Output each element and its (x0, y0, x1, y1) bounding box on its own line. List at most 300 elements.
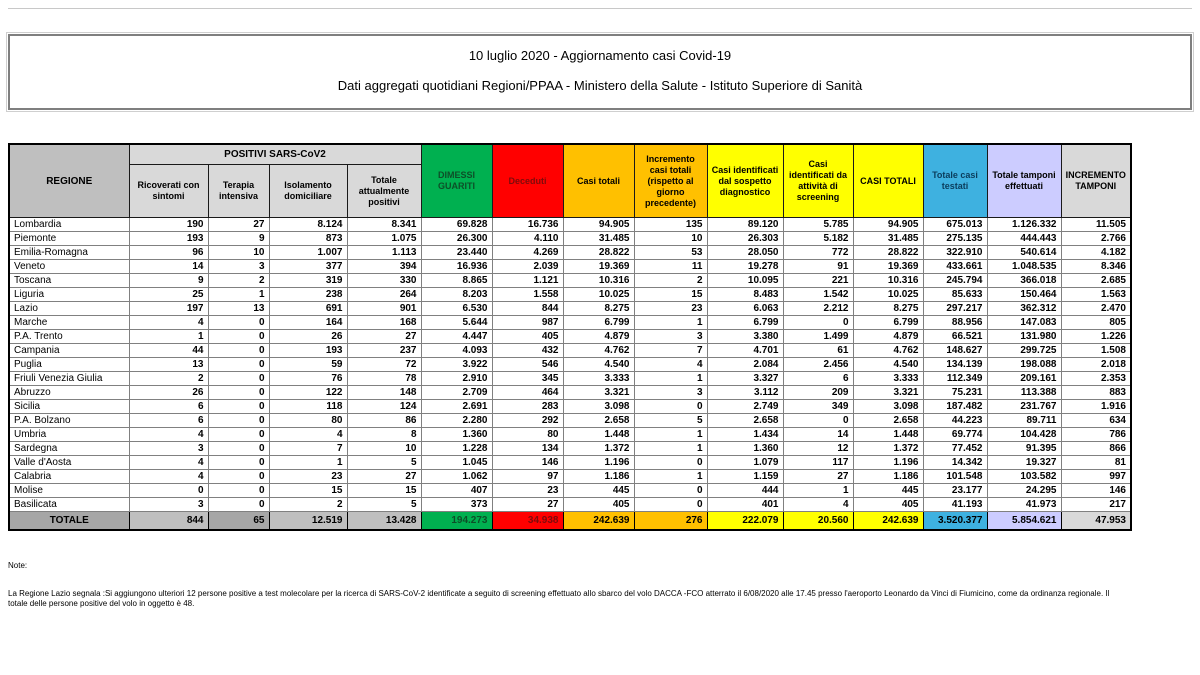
cell-totale_attualmente_positivi: 168 (347, 316, 421, 330)
cell-ricoverati_con_sintomi: 197 (129, 302, 208, 316)
table-row (9, 372, 1131, 386)
cell-totale_attualmente_positivi: 27 (347, 330, 421, 344)
total-deceduti: 34.938 (492, 512, 563, 531)
cell-incremento_casi_totali: 23 (634, 302, 707, 316)
cell-totale_casi_testati: 675.013 (923, 218, 987, 232)
cell-casi_totali_caps: 2.658 (853, 414, 923, 428)
header-deceduti: Deceduti (492, 144, 563, 218)
cell-ricoverati_con_sintomi: 25 (129, 288, 208, 302)
cell-incremento_casi_totali: 15 (634, 288, 707, 302)
cell-casi_sospetto_diagnostico: 1.079 (707, 456, 783, 470)
cell-totale_tamponi_effettuati: 150.464 (987, 288, 1061, 302)
region-name: Molise (9, 484, 129, 498)
cell-deceduti: 345 (492, 372, 563, 386)
table-row (9, 260, 1131, 274)
cell-totale_attualmente_positivi: 86 (347, 414, 421, 428)
cell-terapia_intensiva: 27 (208, 218, 269, 232)
note-lazio: La Regione Lazio segnala :Si aggiungono ulteriori 12 persone positive a test molecolare per la ricerca di SARS-CoV-2 identificate a seguito di screening effettuato allo sbarco del volo DACCA -FCO atterrato il 6/08/2020 alle 17.45 presso l'aeroporto Leonardo da Vinci di Fiumicino, come da ordinanza regionale. Il totale delle persone positive del volo in oggetto è 48. (8, 589, 1110, 608)
table-footer (9, 512, 1131, 531)
cell-isolamento_domiciliare: 23 (269, 470, 347, 484)
cell-casi_totali: 1.448 (563, 428, 634, 442)
cell-deceduti: 23 (492, 484, 563, 498)
cell-casi_totali: 8.275 (563, 302, 634, 316)
cell-incremento_tamponi: 805 (1061, 316, 1131, 330)
cell-incremento_casi_totali: 3 (634, 330, 707, 344)
cell-isolamento_domiciliare: 4 (269, 428, 347, 442)
cell-incremento_tamponi: 2.766 (1061, 232, 1131, 246)
cell-ricoverati_con_sintomi: 4 (129, 428, 208, 442)
region-name: Emilia-Romagna (9, 246, 129, 260)
cell-casi_totali: 10.316 (563, 274, 634, 288)
cell-dimessi_guariti: 4.447 (421, 330, 492, 344)
cell-casi_sospetto_diagnostico: 3.327 (707, 372, 783, 386)
cell-totale_tamponi_effettuati: 1.126.332 (987, 218, 1061, 232)
cell-isolamento_domiciliare: 76 (269, 372, 347, 386)
cell-casi_sospetto_diagnostico: 2.084 (707, 358, 783, 372)
cell-deceduti: 80 (492, 428, 563, 442)
cell-casi_totali_caps: 445 (853, 484, 923, 498)
cell-casi_totali_caps: 6.799 (853, 316, 923, 330)
table-row (9, 344, 1131, 358)
cell-casi_sospetto_diagnostico: 6.063 (707, 302, 783, 316)
cell-dimessi_guariti: 69.828 (421, 218, 492, 232)
cell-incremento_tamponi: 217 (1061, 498, 1131, 512)
cell-incremento_tamponi: 1.916 (1061, 400, 1131, 414)
cell-incremento_casi_totali: 1 (634, 428, 707, 442)
cell-isolamento_domiciliare: 118 (269, 400, 347, 414)
header-isolamento: Isolamento domiciliare (269, 165, 347, 218)
table-row (9, 218, 1131, 232)
cell-deceduti: 546 (492, 358, 563, 372)
cell-isolamento_domiciliare: 122 (269, 386, 347, 400)
total-casi_sospetto_diagnostico: 222.079 (707, 512, 783, 531)
cell-casi_totali: 4.540 (563, 358, 634, 372)
cell-incremento_tamponi: 1.563 (1061, 288, 1131, 302)
region-name: Veneto (9, 260, 129, 274)
cell-dimessi_guariti: 2.910 (421, 372, 492, 386)
cell-totale_attualmente_positivi: 330 (347, 274, 421, 288)
cell-terapia_intensiva: 0 (208, 400, 269, 414)
cell-casi_sospetto_diagnostico: 6.799 (707, 316, 783, 330)
cell-totale_casi_testati: 134.139 (923, 358, 987, 372)
cell-totale_casi_testati: 88.956 (923, 316, 987, 330)
cell-incremento_casi_totali: 1 (634, 372, 707, 386)
cell-casi_screening: 1 (783, 484, 853, 498)
region-name: P.A. Trento (9, 330, 129, 344)
cell-terapia_intensiva: 0 (208, 456, 269, 470)
cell-casi_totali: 405 (563, 498, 634, 512)
cell-terapia_intensiva: 0 (208, 316, 269, 330)
total-dimessi_guariti: 194.273 (421, 512, 492, 531)
region-name: P.A. Bolzano (9, 414, 129, 428)
cell-terapia_intensiva: 0 (208, 414, 269, 428)
cell-totale_tamponi_effettuati: 24.295 (987, 484, 1061, 498)
cell-isolamento_domiciliare: 26 (269, 330, 347, 344)
cell-totale_casi_testati: 14.342 (923, 456, 987, 470)
cell-casi_sospetto_diagnostico: 3.380 (707, 330, 783, 344)
cell-terapia_intensiva: 9 (208, 232, 269, 246)
cell-totale_tamponi_effettuati: 131.980 (987, 330, 1061, 344)
cell-casi_totali_caps: 3.333 (853, 372, 923, 386)
cell-totale_attualmente_positivi: 5 (347, 498, 421, 512)
cell-dimessi_guariti: 26.300 (421, 232, 492, 246)
cell-totale_attualmente_positivi: 1.113 (347, 246, 421, 260)
covid-table (8, 143, 1132, 531)
cell-casi_sospetto_diagnostico: 2.658 (707, 414, 783, 428)
cell-ricoverati_con_sintomi: 4 (129, 316, 208, 330)
cell-casi_totali_caps: 1.186 (853, 470, 923, 484)
cell-casi_sospetto_diagnostico: 8.483 (707, 288, 783, 302)
cell-casi_totali: 10.025 (563, 288, 634, 302)
header-incremento-casi: Incremento casi totali (rispetto al giorno precedente) (634, 144, 707, 218)
total-incremento_tamponi: 47.953 (1061, 512, 1131, 531)
cell-casi_totali_caps: 1.196 (853, 456, 923, 470)
cell-totale_tamponi_effettuati: 89.711 (987, 414, 1061, 428)
cell-totale_casi_testati: 297.217 (923, 302, 987, 316)
cell-isolamento_domiciliare: 80 (269, 414, 347, 428)
cell-casi_screening: 4 (783, 498, 853, 512)
cell-terapia_intensiva: 0 (208, 358, 269, 372)
cell-casi_totali: 4.879 (563, 330, 634, 344)
cell-isolamento_domiciliare: 377 (269, 260, 347, 274)
cell-casi_totali_caps: 4.879 (853, 330, 923, 344)
cell-isolamento_domiciliare: 8.124 (269, 218, 347, 232)
cell-terapia_intensiva: 2 (208, 274, 269, 288)
table-row (9, 232, 1131, 246)
table-body (9, 218, 1131, 512)
cell-incremento_casi_totali: 7 (634, 344, 707, 358)
cell-dimessi_guariti: 2.691 (421, 400, 492, 414)
cell-terapia_intensiva: 0 (208, 428, 269, 442)
cell-totale_casi_testati: 433.661 (923, 260, 987, 274)
cell-totale_tamponi_effettuati: 1.048.535 (987, 260, 1061, 274)
cell-totale_attualmente_positivi: 148 (347, 386, 421, 400)
notes-section (8, 561, 1130, 609)
cell-incremento_tamponi: 866 (1061, 442, 1131, 456)
cell-casi_screening: 5.182 (783, 232, 853, 246)
header-tamponi: Totale tamponi effettuati (987, 144, 1061, 218)
cell-casi_totali: 3.333 (563, 372, 634, 386)
table-row (9, 302, 1131, 316)
cell-totale_tamponi_effettuati: 299.725 (987, 344, 1061, 358)
table-row (9, 358, 1131, 372)
cell-totale_tamponi_effettuati: 19.327 (987, 456, 1061, 470)
cell-incremento_tamponi: 2.353 (1061, 372, 1131, 386)
cell-casi_sospetto_diagnostico: 3.112 (707, 386, 783, 400)
cell-ricoverati_con_sintomi: 14 (129, 260, 208, 274)
cell-terapia_intensiva: 0 (208, 386, 269, 400)
cell-incremento_tamponi: 883 (1061, 386, 1131, 400)
cell-totale_attualmente_positivi: 264 (347, 288, 421, 302)
cell-totale_attualmente_positivi: 237 (347, 344, 421, 358)
cell-casi_sospetto_diagnostico: 19.278 (707, 260, 783, 274)
cell-ricoverati_con_sintomi: 3 (129, 442, 208, 456)
cell-casi_screening: 61 (783, 344, 853, 358)
table-row (9, 246, 1131, 260)
header-dimessi-guariti: DIMESSI GUARITI (421, 144, 492, 218)
total-row (9, 512, 1131, 531)
cell-casi_totali: 3.321 (563, 386, 634, 400)
cell-totale_casi_testati: 245.794 (923, 274, 987, 288)
table-row (9, 484, 1131, 498)
header-regione: REGIONE (9, 144, 129, 218)
table-row (9, 442, 1131, 456)
cell-totale_attualmente_positivi: 72 (347, 358, 421, 372)
table-row (9, 274, 1131, 288)
cell-casi_sospetto_diagnostico: 401 (707, 498, 783, 512)
cell-totale_tamponi_effettuati: 41.973 (987, 498, 1061, 512)
cell-terapia_intensiva: 0 (208, 484, 269, 498)
cell-casi_screening: 12 (783, 442, 853, 456)
cell-incremento_tamponi: 2.685 (1061, 274, 1131, 288)
cell-incremento_casi_totali: 1 (634, 470, 707, 484)
cell-casi_totali_caps: 19.369 (853, 260, 923, 274)
cell-deceduti: 97 (492, 470, 563, 484)
cell-dimessi_guariti: 407 (421, 484, 492, 498)
region-name: Valle d'Aosta (9, 456, 129, 470)
cell-deceduti: 1.121 (492, 274, 563, 288)
cell-casi_screening: 91 (783, 260, 853, 274)
cell-casi_totali: 2.658 (563, 414, 634, 428)
header-casi-sospetto: Casi identificati dal sospetto diagnostico (707, 144, 783, 218)
cell-dimessi_guariti: 3.922 (421, 358, 492, 372)
cell-dimessi_guariti: 4.093 (421, 344, 492, 358)
cell-incremento_casi_totali: 4 (634, 358, 707, 372)
table-row (9, 386, 1131, 400)
cell-casi_screening: 6 (783, 372, 853, 386)
cell-casi_screening: 1.499 (783, 330, 853, 344)
cell-incremento_casi_totali: 5 (634, 414, 707, 428)
cell-totale_tamponi_effettuati: 444.443 (987, 232, 1061, 246)
cell-casi_screening: 0 (783, 414, 853, 428)
cell-casi_screening: 772 (783, 246, 853, 260)
cell-incremento_tamponi: 8.346 (1061, 260, 1131, 274)
header-terapia-intensiva: Terapia intensiva (208, 165, 269, 218)
cell-incremento_casi_totali: 3 (634, 386, 707, 400)
cell-isolamento_domiciliare: 873 (269, 232, 347, 246)
region-name: Basilicata (9, 498, 129, 512)
cell-casi_screening: 117 (783, 456, 853, 470)
cell-incremento_tamponi: 2.018 (1061, 358, 1131, 372)
cell-totale_attualmente_positivi: 8.341 (347, 218, 421, 232)
cell-terapia_intensiva: 1 (208, 288, 269, 302)
cell-ricoverati_con_sintomi: 96 (129, 246, 208, 260)
cell-isolamento_domiciliare: 7 (269, 442, 347, 456)
cell-totale_casi_testati: 77.452 (923, 442, 987, 456)
cell-dimessi_guariti: 373 (421, 498, 492, 512)
region-name: Abruzzo (9, 386, 129, 400)
top-divider (8, 8, 1192, 9)
cell-casi_sospetto_diagnostico: 89.120 (707, 218, 783, 232)
total-casi_totali: 242.639 (563, 512, 634, 531)
cell-isolamento_domiciliare: 15 (269, 484, 347, 498)
cell-casi_totali_caps: 10.316 (853, 274, 923, 288)
cell-totale_casi_testati: 187.482 (923, 400, 987, 414)
cell-dimessi_guariti: 8.203 (421, 288, 492, 302)
cell-ricoverati_con_sintomi: 2 (129, 372, 208, 386)
cell-dimessi_guariti: 8.865 (421, 274, 492, 288)
cell-incremento_casi_totali: 11 (634, 260, 707, 274)
cell-deceduti: 4.269 (492, 246, 563, 260)
cell-incremento_tamponi: 786 (1061, 428, 1131, 442)
total-casi_totali_caps: 242.639 (853, 512, 923, 531)
cell-casi_totali_caps: 405 (853, 498, 923, 512)
cell-isolamento_domiciliare: 193 (269, 344, 347, 358)
cell-isolamento_domiciliare: 2 (269, 498, 347, 512)
cell-casi_sospetto_diagnostico: 26.303 (707, 232, 783, 246)
cell-ricoverati_con_sintomi: 13 (129, 358, 208, 372)
cell-ricoverati_con_sintomi: 9 (129, 274, 208, 288)
cell-ricoverati_con_sintomi: 6 (129, 414, 208, 428)
cell-terapia_intensiva: 0 (208, 498, 269, 512)
header-casi-screening: Casi identificati da attività di screening (783, 144, 853, 218)
cell-isolamento_domiciliare: 319 (269, 274, 347, 288)
cell-isolamento_domiciliare: 1 (269, 456, 347, 470)
page-subtitle: Dati aggregati quotidiani Regioni/PPAA - Ministero della Salute - Istituto Superiore di Sanità (337, 78, 863, 93)
region-name: Sicilia (9, 400, 129, 414)
cell-ricoverati_con_sintomi: 26 (129, 386, 208, 400)
cell-incremento_tamponi: 4.182 (1061, 246, 1131, 260)
cell-deceduti: 292 (492, 414, 563, 428)
cell-casi_totali_caps: 10.025 (853, 288, 923, 302)
cell-casi_screening: 2.212 (783, 302, 853, 316)
cell-isolamento_domiciliare: 238 (269, 288, 347, 302)
table-row (9, 456, 1131, 470)
cell-deceduti: 464 (492, 386, 563, 400)
cell-deceduti: 432 (492, 344, 563, 358)
region-name: Lazio (9, 302, 129, 316)
cell-casi_totali_caps: 4.540 (853, 358, 923, 372)
table-header (9, 144, 1131, 218)
cell-isolamento_domiciliare: 164 (269, 316, 347, 330)
cell-casi_screening: 1.542 (783, 288, 853, 302)
cell-ricoverati_con_sintomi: 190 (129, 218, 208, 232)
cell-casi_totali_caps: 1.448 (853, 428, 923, 442)
cell-totale_casi_testati: 101.548 (923, 470, 987, 484)
cell-incremento_tamponi: 11.505 (1061, 218, 1131, 232)
cell-totale_casi_testati: 44.223 (923, 414, 987, 428)
total-isolamento_domiciliare: 12.519 (269, 512, 347, 531)
cell-casi_totali_caps: 28.822 (853, 246, 923, 260)
cell-ricoverati_con_sintomi: 1 (129, 330, 208, 344)
cell-deceduti: 844 (492, 302, 563, 316)
region-name: Toscana (9, 274, 129, 288)
header-totale-positivi: Totale attualmente positivi (347, 165, 421, 218)
cell-incremento_tamponi: 997 (1061, 470, 1131, 484)
cell-totale_attualmente_positivi: 8 (347, 428, 421, 442)
cell-deceduti: 16.736 (492, 218, 563, 232)
page-title: 10 luglio 2020 - Aggiornamento casi Covid-19 (468, 48, 732, 63)
cell-incremento_tamponi: 1.226 (1061, 330, 1131, 344)
cell-totale_tamponi_effettuati: 198.088 (987, 358, 1061, 372)
cell-incremento_casi_totali: 53 (634, 246, 707, 260)
cell-totale_attualmente_positivi: 27 (347, 470, 421, 484)
region-name: Umbria (9, 428, 129, 442)
table-row (9, 470, 1131, 484)
table-row (9, 428, 1131, 442)
cell-totale_casi_testati: 23.177 (923, 484, 987, 498)
cell-casi_totali_caps: 94.905 (853, 218, 923, 232)
cell-incremento_casi_totali: 2 (634, 274, 707, 288)
cell-deceduti: 146 (492, 456, 563, 470)
cell-totale_tamponi_effettuati: 231.767 (987, 400, 1061, 414)
cell-ricoverati_con_sintomi: 44 (129, 344, 208, 358)
cell-dimessi_guariti: 2.280 (421, 414, 492, 428)
cell-dimessi_guariti: 16.936 (421, 260, 492, 274)
cell-totale_casi_testati: 85.633 (923, 288, 987, 302)
cell-incremento_tamponi: 1.508 (1061, 344, 1131, 358)
total-label: TOTALE (9, 512, 129, 531)
cell-totale_tamponi_effettuati: 113.388 (987, 386, 1061, 400)
cell-terapia_intensiva: 3 (208, 260, 269, 274)
cell-casi_totali_caps: 31.485 (853, 232, 923, 246)
cell-deceduti: 987 (492, 316, 563, 330)
cell-totale_tamponi_effettuati: 104.428 (987, 428, 1061, 442)
cell-terapia_intensiva: 13 (208, 302, 269, 316)
cell-casi_totali: 31.485 (563, 232, 634, 246)
cell-dimessi_guariti: 6.530 (421, 302, 492, 316)
cell-incremento_casi_totali: 1 (634, 316, 707, 330)
table-row (9, 316, 1131, 330)
region-name: Liguria (9, 288, 129, 302)
cell-casi_totali_caps: 1.372 (853, 442, 923, 456)
cell-casi_sospetto_diagnostico: 10.095 (707, 274, 783, 288)
cell-casi_sospetto_diagnostico: 444 (707, 484, 783, 498)
header-casi-totali-caps: CASI TOTALI (853, 144, 923, 218)
cell-terapia_intensiva: 0 (208, 344, 269, 358)
cell-ricoverati_con_sintomi: 4 (129, 456, 208, 470)
region-name: Calabria (9, 470, 129, 484)
cell-dimessi_guariti: 1.062 (421, 470, 492, 484)
bulletin-page (8, 8, 1192, 609)
cell-terapia_intensiva: 0 (208, 470, 269, 484)
region-name: Marche (9, 316, 129, 330)
notes-heading: Note: (8, 561, 28, 570)
cell-casi_totali: 445 (563, 484, 634, 498)
cell-totale_attualmente_positivi: 10 (347, 442, 421, 456)
table-row (9, 498, 1131, 512)
cell-incremento_tamponi: 81 (1061, 456, 1131, 470)
cell-casi_totali: 28.822 (563, 246, 634, 260)
cell-ricoverati_con_sintomi: 4 (129, 470, 208, 484)
total-incremento_casi_totali: 276 (634, 512, 707, 531)
total-totale_attualmente_positivi: 13.428 (347, 512, 421, 531)
cell-casi_sospetto_diagnostico: 2.749 (707, 400, 783, 414)
cell-casi_sospetto_diagnostico: 1.434 (707, 428, 783, 442)
cell-deceduti: 2.039 (492, 260, 563, 274)
cell-totale_attualmente_positivi: 394 (347, 260, 421, 274)
table-row (9, 288, 1131, 302)
cell-casi_screening: 5.785 (783, 218, 853, 232)
cell-terapia_intensiva: 10 (208, 246, 269, 260)
cell-deceduti: 405 (492, 330, 563, 344)
cell-dimessi_guariti: 1.360 (421, 428, 492, 442)
cell-deceduti: 283 (492, 400, 563, 414)
region-name: Campania (9, 344, 129, 358)
total-terapia_intensiva: 65 (208, 512, 269, 531)
cell-casi_totali_caps: 4.762 (853, 344, 923, 358)
table-row (9, 400, 1131, 414)
cell-terapia_intensiva: 0 (208, 330, 269, 344)
cell-deceduti: 134 (492, 442, 563, 456)
cell-totale_attualmente_positivi: 15 (347, 484, 421, 498)
cell-totale_attualmente_positivi: 78 (347, 372, 421, 386)
cell-deceduti: 1.558 (492, 288, 563, 302)
header-positivi-group: POSITIVI SARS-CoV2 (129, 144, 421, 165)
cell-totale_casi_testati: 41.193 (923, 498, 987, 512)
cell-dimessi_guariti: 1.228 (421, 442, 492, 456)
cell-totale_attualmente_positivi: 5 (347, 456, 421, 470)
